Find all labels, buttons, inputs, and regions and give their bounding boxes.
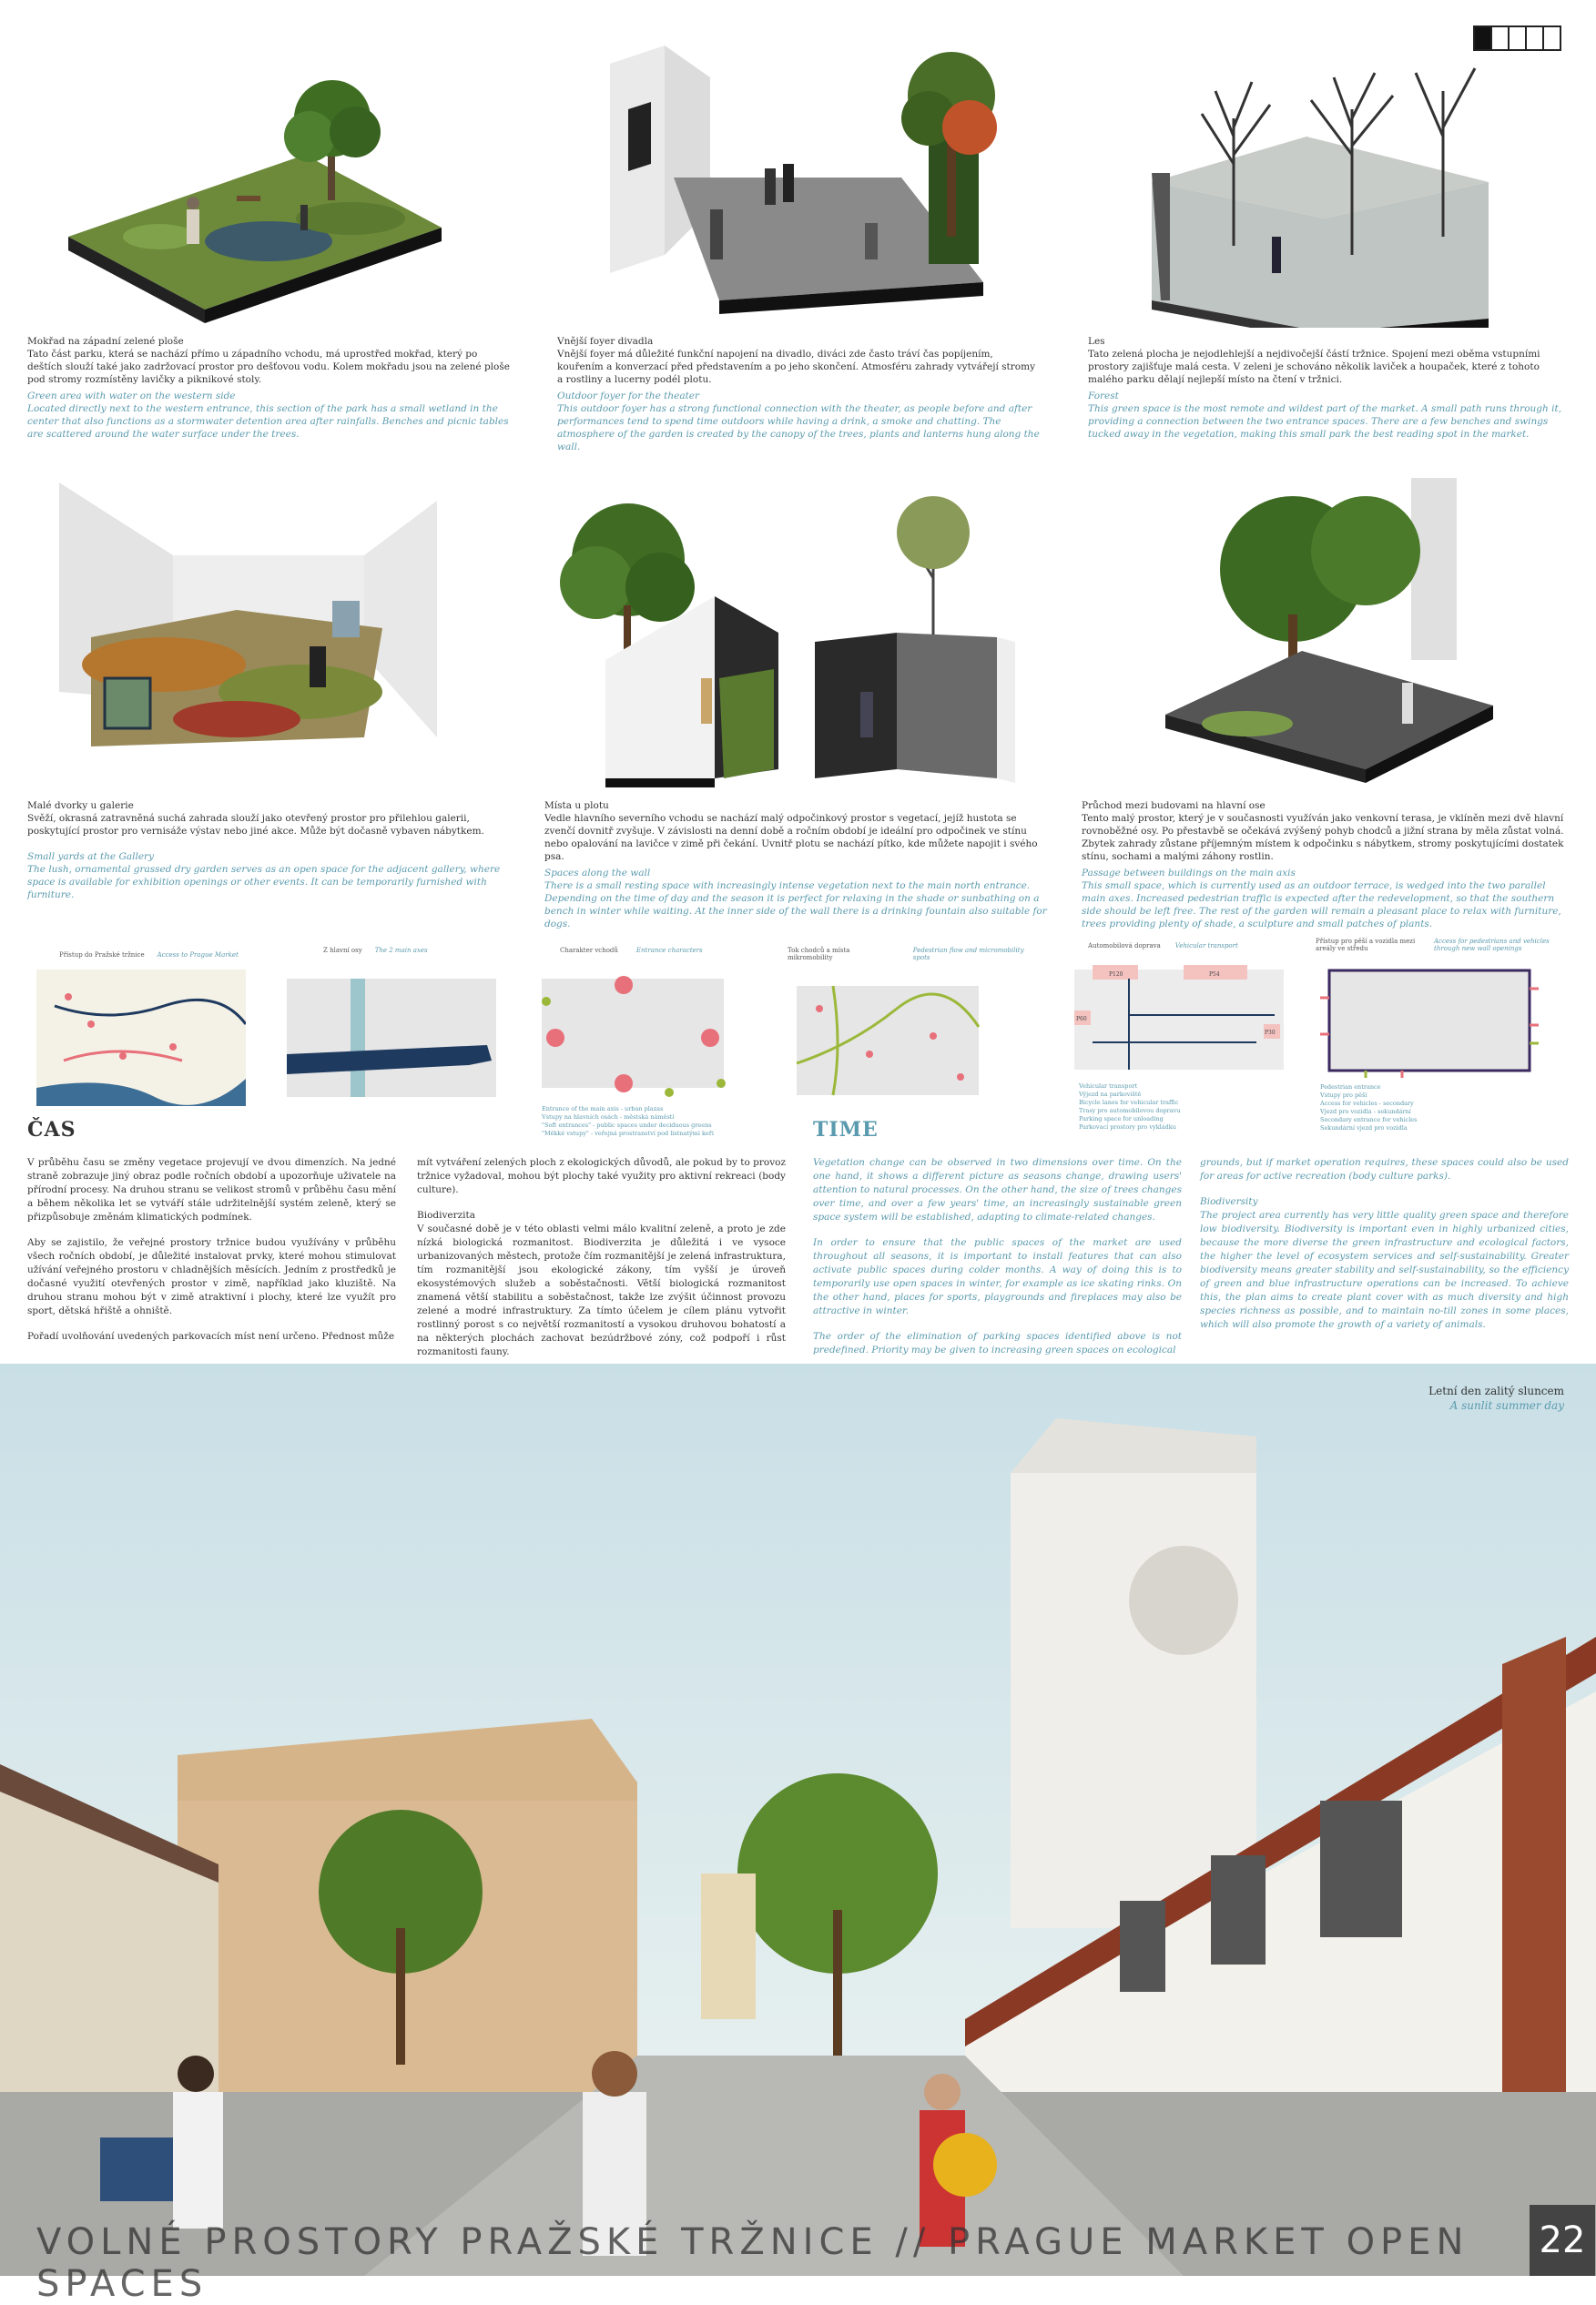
openings-map	[1311, 961, 1548, 1080]
paragraph: Vegetation change can be observed in two dimensions over time. On the one hand, it shows a different picture as seasons change, drawing users' attention to natural processes. On the other hand, the size of trees changes over time, and over a few years' time, an increasingly sustainable green space system will be established, adapting to climate-related changes.	[813, 1157, 1182, 1223]
section-body-cz: Vnější foyer má důležité funkční napojení na divadlo, diváci zde často tráví čas popíjením, kouřením a konverzací před představením a po jeho skončení. Atmosféru zahrady vytvářejí stromy a rostliny a lucerny podél plotu.	[557, 349, 1036, 385]
vehicular-map	[1065, 960, 1293, 1079]
street-render	[0, 1364, 1596, 2276]
subheading: Biodiversity	[1200, 1196, 1258, 1207]
forest-illustration	[1115, 27, 1498, 328]
axes-map	[278, 974, 505, 1111]
paragraph: mít vytváření zelených ploch z ekologických důvodů, ale pokud by to provoz tržnice vyžadoval, mohou být plochy také využity pro aktivní rekreaci (body culture).	[417, 1157, 786, 1195]
section-text-wall	[544, 799, 1050, 930]
time-column-en-2	[1200, 1156, 1569, 1344]
legend-item: Výjezd na parkoviště	[1079, 1091, 1142, 1098]
legend-item: Pedestrian entrance	[1320, 1083, 1381, 1091]
diagram-title-en: Entrance characters	[635, 947, 703, 954]
passage-illustration	[1138, 460, 1502, 797]
access-map	[36, 970, 246, 1106]
section-body-cz: Tato zelená plocha je nejodlehlejší a nejdivočejší částí tržnice. Spojení mezi oběma vstupními prostory zajišťuje malá cesta. V zeleni je schováno několik laviček a houpaček, které z tohoto malého parku dělají nejlepší místo na čtení v tržnici.	[1088, 349, 1540, 385]
time-heading-en: TIME	[813, 1118, 879, 1142]
flow-map	[778, 972, 997, 1109]
gallery-yard-illustration	[55, 473, 455, 756]
section-text-gallery	[27, 799, 519, 901]
poster-title: VOLNÉ PROSTORY PRAŽSKÉ TRŽNICE // PRAGUE MARKET OPEN SPACES	[36, 2221, 1469, 2305]
diagram-title-cz: Automobilová doprava	[1088, 942, 1161, 949]
section-text-forest	[1088, 335, 1571, 441]
time-column-cz-1	[27, 1156, 396, 1356]
section-body-cz: Vedle hlavního severního vchodu se nachází malý odpočinkový prostor s vegetací, jejíž hustota se zvenčí dovnitř zvyšuje. V závislosti na denní době a ročním období je ideální pro odpočinek ve stínu nebo opalování na lavičce v zimě při čekání. Uvnitř plotu se nachází pítko, kde můžete napojit i svého psa.	[544, 813, 1038, 862]
section-title-cz: Mokřad na západní zelené ploše	[27, 336, 184, 347]
diagram-title-en: Vehicular transport	[1174, 942, 1238, 949]
diagram-title-cz: Přístup pro pěší a vozidla mezi areály ve středu	[1316, 938, 1416, 952]
wall-space-left-illustration	[551, 496, 788, 787]
diagram-title-en: The 2 main axes	[374, 947, 428, 954]
section-body-cz: Svěží, okrasná zatravněná suchá zahrada slouží jako otevřený prostor pro přilehlou galerii, poskytující prostor pro vernisáže výstav nebo jiné akce. Může být dočasně vybaven nábytkem.	[27, 813, 484, 837]
paragraph: The project area currently has very little quality green space and therefore low biodiversity. Biodiversity is important even in highly urbanized cities, because the more diverse the green infrastructure and ecological factors, the higher the level of ecosystem services and self-sustainability. Greater biodiversity means greater stability and self-sustainability, so the efficiency of green and blue infrastructure operations can be increased. To achieve this, the plan aims to create plant cover with as much diversity and high species richness as possible, and to maintain no-till zones in some places, which will also promote the growth of a variety of animals.	[1200, 1210, 1569, 1330]
render-caption	[1428, 1384, 1564, 1413]
diagram-title-cz: Přístup do Pražské tržnice	[59, 951, 145, 959]
section-title-cz: Průchod mezi budovami na hlavní ose	[1082, 800, 1266, 811]
paragraph: In order to ensure that the public spaces of the market are used throughout all seasons, it is important to install features that can also activate public spaces during colder months. A way of doing this is to temporarily use open spaces in winter, for example as ice skating rinks. On the other hand, places for sports, playgrounds and fireplaces may also be attractive in winter.	[813, 1237, 1182, 1316]
time-column-cz-2	[417, 1156, 786, 1371]
section-body-cz: Tento malý prostor, který je v současnosti využíván jako venkovní terasa, je vklíněn mezi dvě hlavní rovnoběžné osy. Po přestavbě se očekává zvýšený pohyb chodců a jižní strana by měla zůstat volná. Zbytek zahrady zůstane příjemným místem k odpočinku s nábytkem, stromy poskytujícími dostatek stínu, sochami a malými záhony rostlin.	[1082, 813, 1564, 862]
legend-item: Bicycle lanes for vehicular traffic	[1079, 1099, 1179, 1106]
section-text-wetland	[27, 335, 510, 441]
render-caption-cz: Letní den zalitý sluncem	[1428, 1385, 1564, 1397]
diagram-title-en: Access for pedestrians and vehicles through new wall openings	[1434, 938, 1550, 952]
diagram-openings	[1311, 938, 1575, 1132]
openings-legend	[1320, 1083, 1575, 1132]
paragraph: Aby se zajistilo, že veřejné prostory tržnice budou využívány v průběhu všech ročních období, je důležité instalovat prvky, které mohou stimulovat užívání veřejného prostoru v chladnějších měsících. Jedním z prostředků je dočasné využití otevřených prostor v zimě, například jako kluziště. Na druhou stranu mohou být v zimě atraktivní i plochy, které lze využít pro sport, dětská hřiště a ohniště.	[27, 1237, 396, 1316]
diagram-title-en: Pedestrian flow and micromobility spots	[912, 947, 1024, 961]
diagram-title-cz: Z hlavní osy	[323, 947, 362, 954]
page-number: 22	[1530, 2205, 1595, 2276]
paragraph: V současné době je v této oblasti velmi málo kvalitní zeleně, a proto je zde nízká biologická rozmanitost. Biodiverzita je důležitá i ve vysoce urbanizovaných městech, protože čím rozmanitější je zelená infrastruktura, tím rozmanitější jsou ekologické zákony, tím vyšší je úroveň ekosystémových služeb a soběstačnosti. Větší biologická rozmanitost znamená větší stabilitu a soběstačnost, takže lze zvýšit účinnost provozu zelené a modré infrastruktury. Za tímto účelem je cílem plánu vytvořit rostlinný porost s co největší rozmanitostí a vysokou druhovou bohatostí a na některých plochách zachovat bezúdržbové zóny, což podpoří i růst rozmanitosti fauny.	[417, 1224, 786, 1357]
section-title-en: Green area with water on the western side	[27, 391, 236, 401]
time-column-en-1	[813, 1156, 1182, 1369]
section-title-cz: Les	[1088, 336, 1105, 347]
section-title-en: Spaces along the wall	[544, 868, 651, 878]
entrances-legend	[542, 1105, 765, 1138]
legend-item: Vjezd pro vozidla - sekundární	[1320, 1108, 1411, 1115]
parking-label: P60	[1076, 1016, 1087, 1022]
legend-item: Secondary entrance for vehicles	[1320, 1116, 1418, 1123]
diagram-access	[36, 951, 273, 1110]
section-body-en: This green space is the most remote and wildest part of the market. A small path runs through it, providing a connection between the two entrance spaces. There are a few benches and swings tucked away in the vegetation, making this small park the best reading spot in the market.	[1088, 403, 1562, 440]
vehicular-legend	[1079, 1082, 1311, 1132]
section-body-en: There is a small resting space with increasingly intense vegetation next to the main north entrance. Depending on the time of day and the season it is perfect for relaxing in the shade or sunbathing on a bench in winter while waiting. At the inner side of the wall there is a drinking fountain also suitable for dogs.	[544, 880, 1047, 929]
subheading: Biodiverzita	[417, 1210, 476, 1221]
diagram-axes	[278, 947, 514, 1114]
section-title-cz: Vnější foyer divadla	[557, 336, 654, 347]
legend-item: Sekundární vjezd pro vozidla	[1320, 1124, 1408, 1132]
diagram-flow	[778, 947, 1042, 1112]
section-title-en: Forest	[1088, 391, 1119, 401]
legend-item: "Soft entrances" - public spaces under deciduous greens	[542, 1122, 712, 1129]
legend-item: Vstupy pro pěší	[1320, 1092, 1367, 1099]
diagram-title-en: Access to Prague Market	[157, 951, 239, 959]
paragraph: grounds, but if market operation requires, these spaces could also be used for areas for active recreation (body culture parks).	[1200, 1157, 1569, 1182]
section-body-en: This small space, which is currently used as an outdoor terrace, is wedged into the two parallel main axes. Increased pedestrian traffic is expected after the redevelopment, so that the southern side should be left free. The rest of the garden will remain a pleasant place to relax with furniture, trees providing plenty of shade, a sculpture and small patches of plants.	[1082, 880, 1561, 929]
paragraph: V průběhu času se změny vegetace projevují ve dvou dimenzích. Na jedné straně zobrazuje jiný obraz podle ročních období a upozorňuje uživatele na přírodní procesy. Na druhou stranu se velikost stromů v průběhu času mění a během několika let se vytváří stále udržitelnější systém zeleně, který se přizpůsobuje změnám klimatických podmínek.	[27, 1157, 396, 1223]
legend-item: Entrance of the main axis - urban plazas	[542, 1105, 664, 1112]
section-body-en: This outdoor foyer has a strong functional connection with the theater, as people before and after performances tend to spend time outdoors while having a drink, a smoke and chatting. The atmosphere of the garden is created by the canopy of the trees, plants and lanterns hung along the wall.	[557, 403, 1040, 452]
page-indicator-box	[1508, 25, 1527, 51]
legend-item: Access for vehicles - secondary	[1320, 1100, 1414, 1107]
legend-item: Parking space for unloading	[1079, 1115, 1164, 1122]
parking-label: P30	[1265, 1030, 1276, 1036]
diagram-title-cz: Tok chodců a místa mikromobility	[788, 947, 850, 961]
diagram-entrances	[528, 947, 765, 1138]
theater-foyer-illustration	[601, 27, 1011, 319]
entrances-map	[528, 965, 737, 1102]
parking-label: P120	[1109, 971, 1123, 978]
render-caption-en: A sunlit summer day	[1449, 1399, 1564, 1412]
section-text-foyer	[557, 335, 1040, 453]
paragraph: The order of the elimination of parking spaces identified above is not predefined. Priority may be given to increasing green spaces on ecological	[813, 1331, 1182, 1356]
time-heading-cz: ČAS	[27, 1118, 76, 1142]
section-text-passage	[1082, 799, 1564, 930]
section-title-cz: Malé dvorky u galerie	[27, 800, 134, 811]
legend-item: Vstupy na hlavních osách - městská náměstí	[542, 1113, 675, 1121]
wall-space-right-illustration	[806, 496, 1024, 787]
page-indicator-box	[1525, 25, 1544, 51]
section-title-en: Small yards at the Gallery	[27, 851, 155, 862]
parking-label: P54	[1209, 971, 1220, 978]
section-title-en: Passage between buildings on the main axis	[1082, 868, 1296, 878]
legend-item: Trasy pro automobilovou dopravu	[1079, 1107, 1181, 1114]
legend-item: Vehicular transport	[1079, 1082, 1138, 1090]
wetland-illustration	[50, 55, 451, 328]
page-indicator-box	[1542, 25, 1561, 51]
legend-item: "Měkké vstupy" - veřejná prostranství pod listnatými keři	[542, 1130, 714, 1137]
section-title-cz: Místa u plotu	[544, 800, 609, 811]
diagram-vehicular	[1065, 942, 1311, 1132]
paragraph: Pořadí uvolňování uvedených parkovacích míst není určeno. Přednost může	[27, 1331, 395, 1342]
section-body-en: Located directly next to the western entrance, this section of the park has a small wetland in the center that also functions as a stormwater detention area after rainfalls. Benches and picnic tables are scattered around the water surface under the trees.	[27, 403, 509, 440]
legend-item: Parkovací prostory pro vykládku	[1079, 1123, 1176, 1131]
diagram-title-cz: Charakter vchodů	[560, 947, 618, 954]
section-body-cz: Tato část parku, která se nachází přímo u západního vchodu, má uprostřed mokřad, který po deštích slouží také jako zadržovací prostor pro dešťovou vodu. Kolem mokřadu jsou na zelené ploše pod stromy rozmístěny lavičky a piknikové stoly.	[27, 349, 510, 385]
section-title-en: Outdoor foyer for the theater	[557, 391, 700, 401]
section-body-en: The lush, ornamental grassed dry garden serves as an open space for the adjacent gallery, where space is available for exhibition openings or other events. It can be temporarily furnished with furniture.	[27, 864, 501, 900]
